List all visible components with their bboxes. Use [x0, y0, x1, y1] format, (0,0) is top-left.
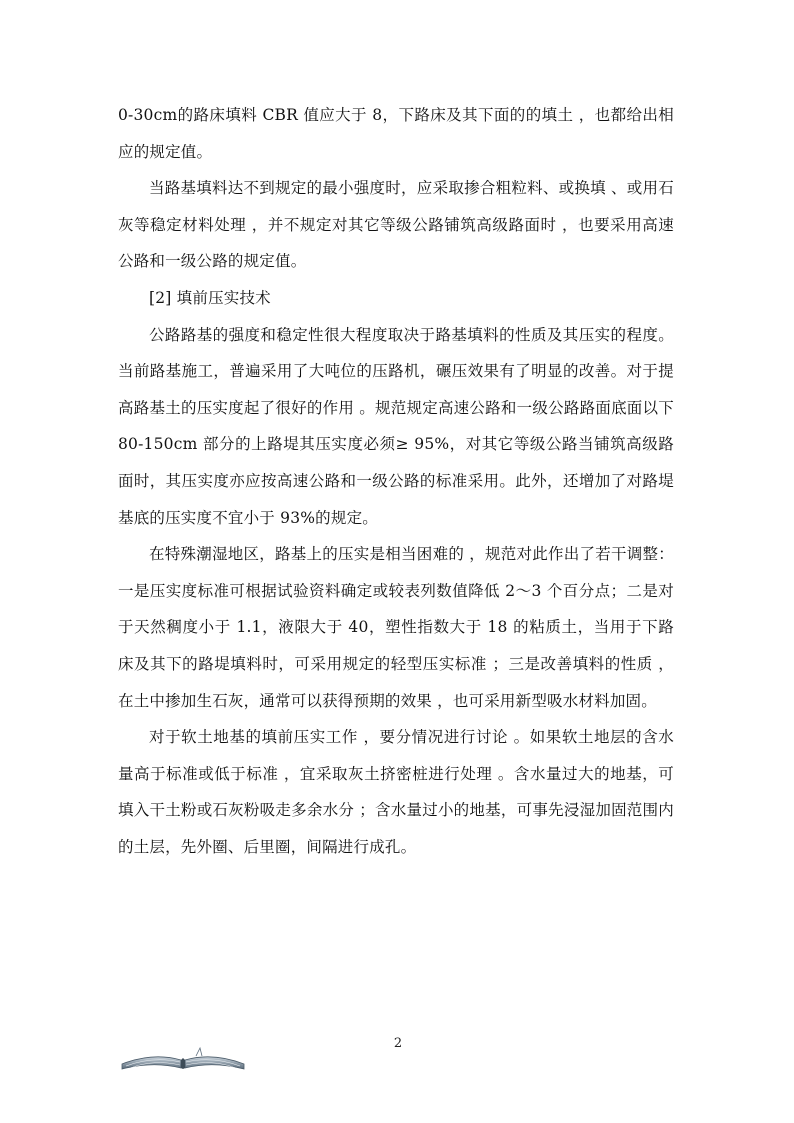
document-body: [118, 97, 674, 865]
page-number: 2: [393, 1036, 403, 1051]
paragraph-4: 在特殊潮湿地区，路基上的压实是相当困难的 ，规范对此作出了若干调整：一是压实度标准可根据试验资料确定或较表列数值降低 2～3 个百分点；二是对于天然稠度小于 1.1，液限大于 40，塑性指数大于 18 的粘质土，当用于下路床及其下的路堤填料时，可采用规定的轻型压实标准 ；三是改善填料的性质 ，在土中掺加生石灰，通常可以获得预期的效果 ，也可采用新型吸水材料加固。: [118, 545, 674, 710]
paragraph-2: 当路基填料达不到规定的最小强度时，应采取掺合粗粒料、或换填 、或用石灰等稳定材料处理 ，并不规定对其它等级公路铺筑高级路面时 ，也要采用高速公路和一级公路的规定值。: [118, 179, 674, 271]
section-heading: [2] 填前压实技术: [149, 288, 271, 307]
paragraph-3: 公路路基的强度和稳定性很大程度取决于路基填料的性质及其压实的程度。当前路基施工，普遍采用了大吨位的压路机，碾压效果有了明显的改善。对于提高路基土的压实度起了很好的作用 。规范规定高速公路和一级公路路面底面以下 80-150cm 部分的上路堤其压实度必须≥ 95%，对其它等级公路当铺筑高级路面时，其压实度亦应按高速公路和一级公路的标准采用。此外，还增加了对路堤基底的压实度不宜小于 93%的规定。: [118, 325, 674, 527]
paragraph-5: 对于软土地基的填前压实工作 ，要分情况进行讨论 。如果软土地层的含水量高于标准或低于标准 ，宜采取灰土挤密桩进行处理 。含水量过大的地基，可填入干土粉或石灰粉吸走多余水分 ；含水量过小的地基，可事先浸湿加固范围内的土层，先外圈、后里圈，间隔进行成孔。: [118, 728, 674, 856]
open-book-icon: [118, 1042, 248, 1072]
paragraph-1: 0-30cm的路床填料 CBR 值应大于 8，下路床及其下面的的填土 ，也都给出相应的规定值。: [118, 106, 674, 161]
